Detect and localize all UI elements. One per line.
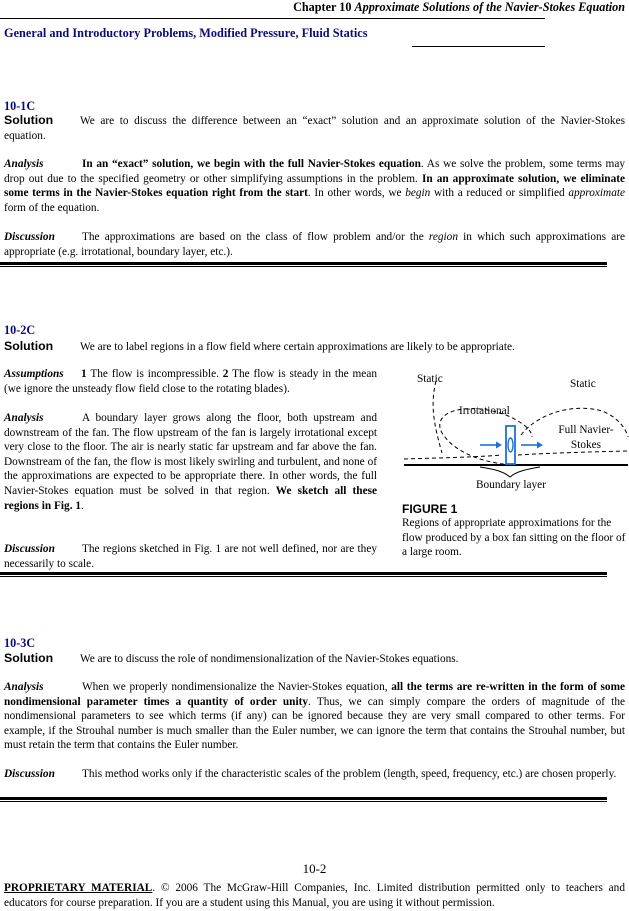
label-static-right: Static: [570, 378, 596, 390]
p2-assumptions: Assumptions 1 The flow is incompressible. 2 The flow is steady in the mean (we ignore the unsteady flow field close to the rotating blades).: [4, 368, 377, 395]
p2-end-rule: [0, 572, 607, 577]
figure-1-caption: Regions of appropriate approximations for the flow produced by a box fan sitting on the floor of a large room.: [402, 517, 626, 559]
boundary-layer-upstream: [404, 455, 502, 459]
section-rule: [412, 46, 545, 47]
inflow-arrow-head: [496, 442, 502, 449]
p1-discussion: Discussion The approximations are based on the class of flow problem and/or the region in which such approximations are appropriate (e.g. irrotational, boundary layer, etc.).: [4, 231, 625, 258]
p2-analysis: Analysis A boundary layer grows along the floor, both upstream and downstream of the fan. The flow upstream of the fan is largely irrotational except very close to the floor. The air is nearly static far upstream and far above the fan. Downstream of the fan, the flow is most likely swirling and turbulent, and none of the approximations are expected to be appropriate there. In other words, the full Navier-Stokes equation must be solved in that region. We sketch all these regions in Fig. 1.: [4, 412, 377, 512]
figure-1-title: FIGURE 1: [402, 502, 458, 516]
p3-solution: Solution We are to discuss the role of nondimensionalization of the Navier-Stokes equations.: [4, 651, 459, 665]
p3-end-rule: [0, 797, 607, 802]
label-static-left: Static: [417, 373, 443, 385]
chapter-header: Chapter 10 Approximate Solutions of the Navier-Stokes Equation: [293, 0, 625, 14]
p2-solution: Solution We are to label regions in a flow field where certain approximations are likely to be appropriate.: [4, 339, 515, 353]
p3-analysis: Analysis When we properly nondimensionalize the Navier-Stokes equation, all the terms are re-written in the form of some nondimensional parameter times a quantity of order unity. Thus, we can simply compare the orders of magnitude of the nondimensional parameters to see which terms (if any) can be ignored because they are very small compared to other terms. For example, if the Strouhal number is much smaller than the Euler number, we can ignore the term that contains the Strouhal number, but must retain the term that contains the Euler number.: [4, 681, 625, 752]
p1-end-rule: [0, 262, 607, 267]
p3-discussion: Discussion This method works only if the characteristic scales of the problem (length, speed, frequency, etc.) are chosen properly.: [4, 768, 617, 780]
p1-solution: Solution We are to discuss the difference between an “exact” solution and an approximate solution of the Navier-Stokes equation.: [4, 113, 625, 142]
static-left-boundary: [433, 381, 442, 453]
boundary-layer-bracket: [480, 467, 540, 477]
p2-discussion: Discussion The regions sketched in Fig. 1 are not well defined, nor are they necessarily to scale.: [4, 543, 377, 570]
problem-number-10-1c: 10-1C: [4, 99, 36, 113]
section-title: General and Introductory Problems, Modified Pressure, Fluid Statics: [4, 26, 368, 40]
p1-analysis: Analysis In an “exact” solution, we begin with the full Navier-Stokes equation. As we solve the problem, some terms may drop out due to the specified geometry or other simplifying assumptions in the problem. In an approximate solution, we eliminate some terms in the Navier-Stokes equation right from the start. In other words, we begin with a reduced or simplified approximate form of the equation.: [4, 158, 626, 214]
page-number: 10-2: [302, 861, 327, 876]
fan-blade: [508, 438, 513, 452]
problem-number-10-2c: 10-2C: [4, 323, 36, 337]
problem-number-10-3c: 10-3C: [4, 636, 36, 650]
label-full-navier-stokes: Full Navier- Stokes: [558, 424, 614, 451]
label-irrotational: Irrotational: [459, 405, 510, 417]
outflow-arrow-head: [537, 442, 543, 449]
label-boundary-layer: Boundary layer: [476, 479, 546, 491]
header-rule: [0, 18, 545, 19]
proprietary-notice: PROPRIETARY MATERIAL. © 2006 The McGraw-Hill Companies, Inc. Limited distribution permitted only to teachers and educators for course preparation. If you are a student using this Manual, you are using it without permission.: [4, 882, 625, 909]
